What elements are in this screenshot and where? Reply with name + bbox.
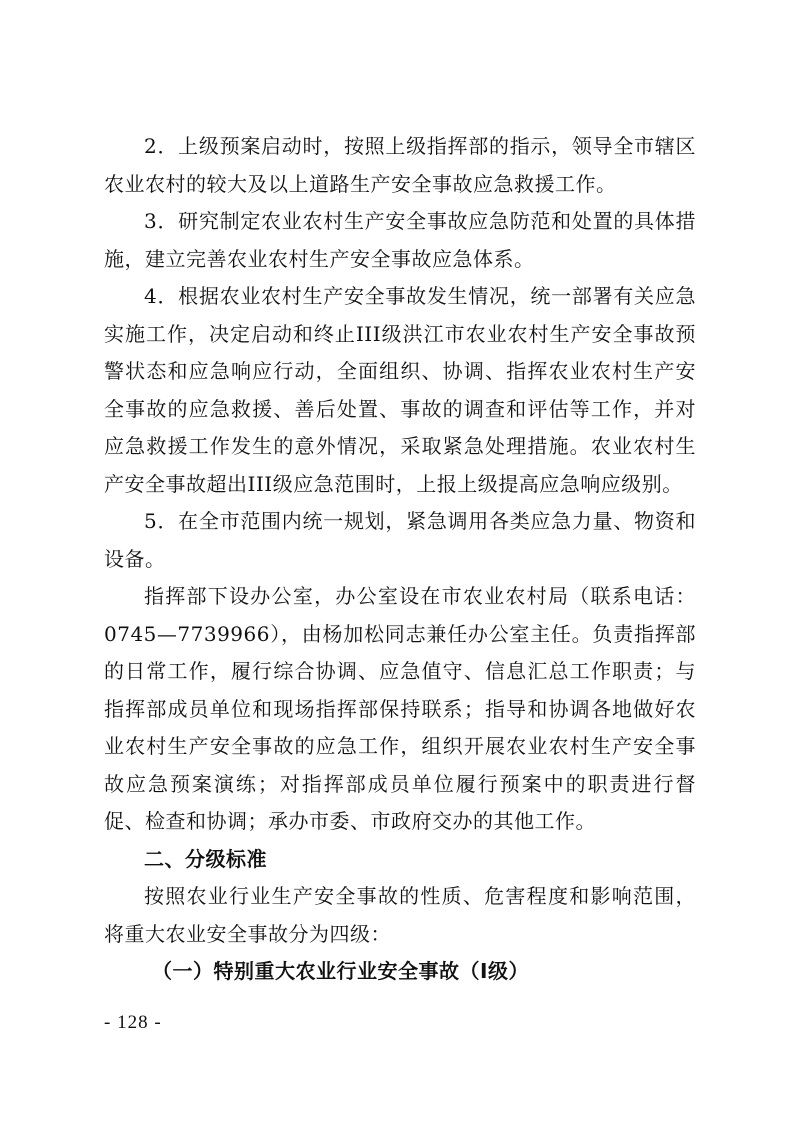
- page-number: - 128 -: [104, 1012, 162, 1033]
- paragraph-item-3: 3．研究制定农业农村生产安全事故应急防范和处置的具体措施，建立完善农业农村生产安全事故应急体系。: [104, 209, 696, 271]
- paragraph-item-2: 2．上级预案启动时，按照上级指挥部的指示，领导全市辖区农业农村的较大及以上道路生产安全事故应急救援工作。: [104, 134, 696, 196]
- document-body: [104, 128, 696, 991]
- section-heading: 二、分级标准: [144, 846, 267, 871]
- paragraph-office: 指挥部下设办公室，办公室设在市农业农村局（联系电话：0745—7739966），由杨加松同志兼任办公室主任。负责指挥部的日常工作，履行综合协调、应急值守、信息汇总工作职责；与指挥部成员单位和现场指挥部保持联系；指导和协调各地做好农业农村生产安全事故的应急工作，组织开展农业农村生产安全事故应急预案演练；对指挥部成员单位履行预案中的职责进行督促、检查和协调；承办市委、市政府交办的其他工作。: [104, 584, 696, 833]
- paragraph-item-4: 4．根据农业农村生产安全事故发生情况，统一部署有关应急实施工作，决定启动和终止III级洪江市农业农村生产安全事故预警状态和应急响应行动，全面组织、协调、指挥农业农村生产安全事故的应急救援、善后处置、事故的调查和评估等工作，并对应急救援工作发生的意外情况，采取紧急处理措施。农业农村生产安全事故超出III级应急范围时，上报上级提高应急响应级别。: [104, 284, 696, 496]
- section-paragraph: 按照农业行业生产安全事故的性质、危害程度和影响范围，将重大农业安全事故分为四级：: [104, 884, 696, 946]
- subsection-heading: （一）特别重大农业行业安全事故（I级）: [152, 959, 529, 983]
- paragraph-item-5: 5．在全市范围内统一规划，紧急调用各类应急力量、物资和设备。: [104, 509, 696, 571]
